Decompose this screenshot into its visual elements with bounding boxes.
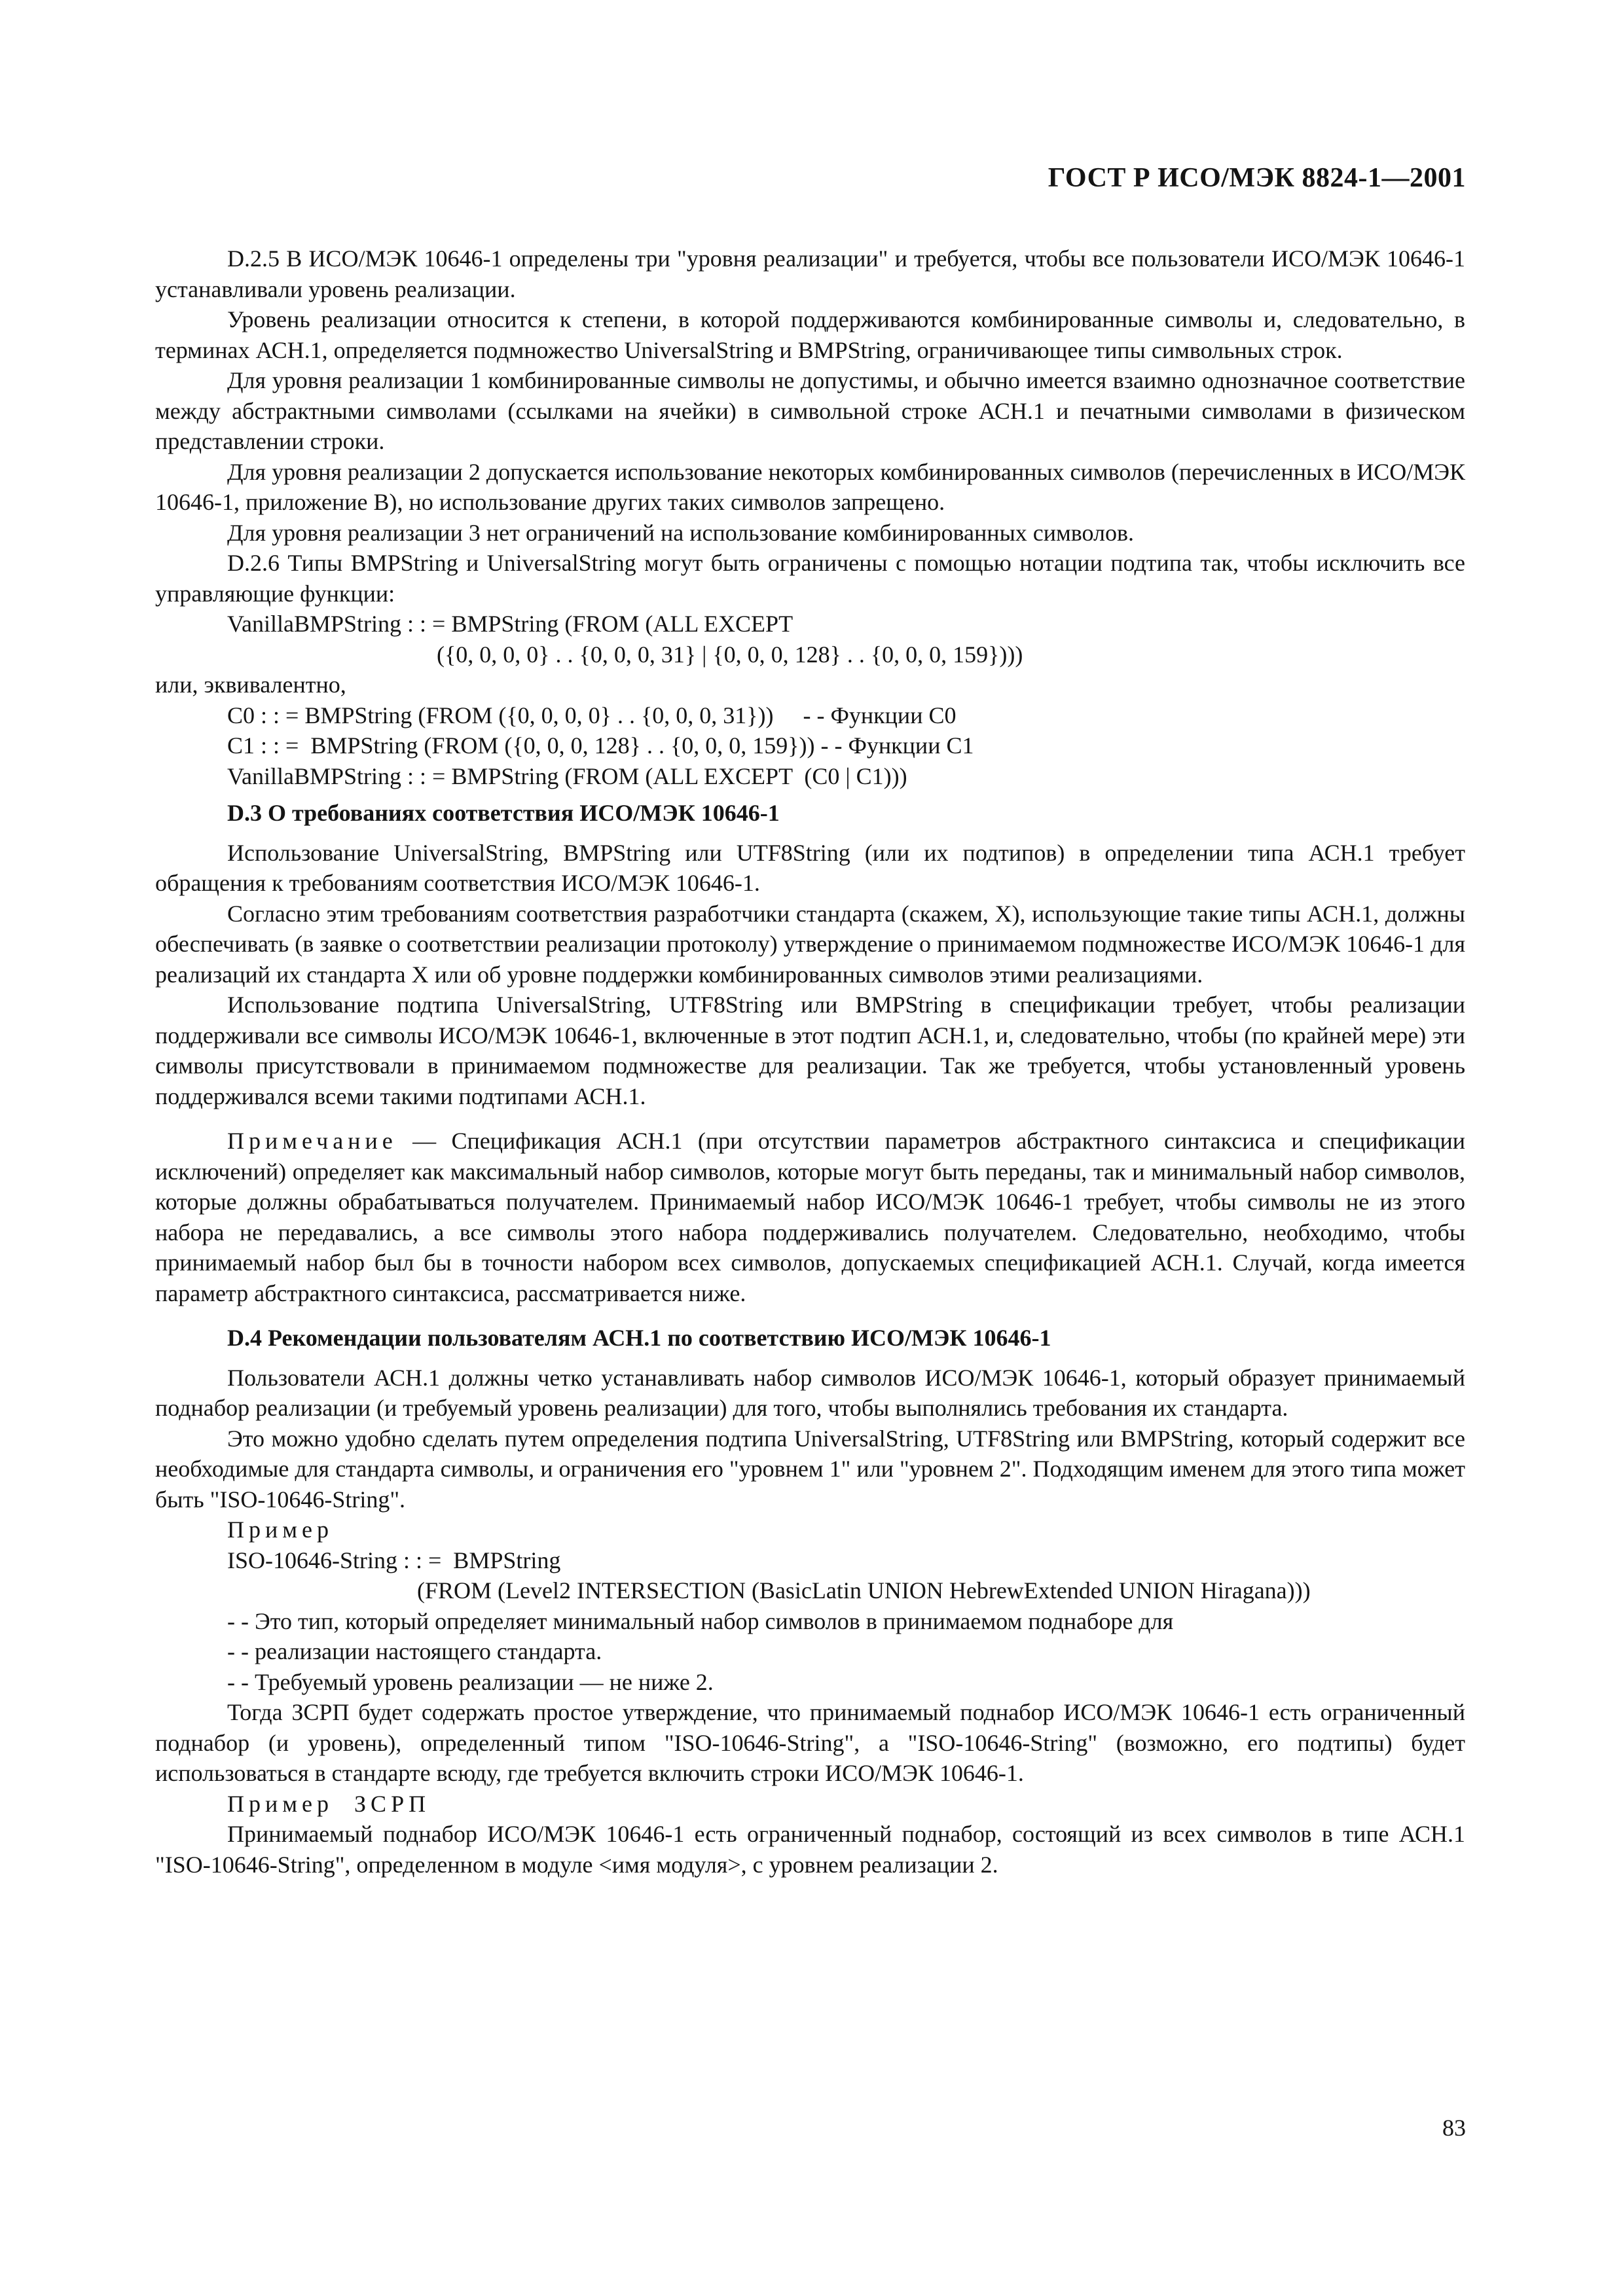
note-text: — Спецификация АСН.1 (при отсутствии параметров абстрактного синтаксиса и спецификации исключений) определяет как максимальный набор символов, которые могут быть переданы, так и минимальный набор символов, которые должны обрабатываться получателем. Принимаемый набор ИСО/МЭК 10646-1 требует, чтобы символы не из этого набора не передавались, а все символы этого набора поддерживались получателем. Следовательно, необходимо, чтобы принимаемый набор был бы в точности набором всех символов, допускаемых спецификацией АСН.1. Случай, когда имеется параметр абстрактного синтаксиса, рассматривается ниже.: [155, 1128, 1465, 1306]
code-line: (FROM (Level2 INTERSECTION (BasicLatin UNION HebrewExtended UNION Hiragana))): [417, 1577, 1311, 1604]
code-line: VanillaBMPString : : = BMPString (FROM (ALL EXCEPT (C0 | C1))): [227, 762, 907, 789]
paragraph-d4-users: Пользователи АСН.1 должны четко устанавливать набор символов ИСО/МЭК 10646-1, который образует принимаемый поднабор реализации (и требуемый уровень реализации) для того, чтобы выполнялись требования их стандарта.: [155, 1364, 1465, 1421]
example-label: Пример: [227, 1516, 334, 1543]
paragraph-implementation-level: Уровень реализации относится к степени, в которой поддерживаются комбинированные символы и, следовательно, в терминах АСН.1, определяется подмножество UniversalString и BMPString, ограничивающее типы символьных строк.: [155, 306, 1465, 363]
paragraph-level-2: Для уровня реализации 2 допускается использование некоторых комбинированных символов (перечисленных в ИСО/МЭК 10646-1, приложение В), но использование других таких символов запрещено.: [155, 458, 1465, 515]
code-line: VanillaBMPString : : = BMPString (FROM (ALL EXCEPT: [227, 611, 793, 637]
paragraph-level-1: Для уровня реализации 1 комбинированные символы не допустимы, и обычно имеется взаимно однозначное соответствие между абстрактными символами (ссылками на ячейки) в символьной строке АСН.1 и печатными символами в физическом представлении строки.: [155, 367, 1465, 454]
paragraph-d4-pics-example: Принимаемый поднабор ИСО/МЭК 10646-1 есть ограниченный поднабор, состоящий из всех символов в типе АСН.1 "ISO-10646-String", определенном в модуле <имя модуля>, с уровнем реализации 2.: [155, 1821, 1465, 1878]
paragraph-d3-developers: Согласно этим требованиям соответствия разработчики стандарта (скажем, X), использующие такие типы АСН.1, должны обеспечивать (в заявке о соответствии реализации протоколу) утверждение о принимаемом подмножестве ИСО/МЭК 10646-1 для реализаций их стандарта X или об уровне поддержки комбинированных символов этими реализациями.: [155, 900, 1465, 988]
document-body: [155, 243, 1465, 1880]
section-heading-d4: D.4 Рекомендации пользователям АСН.1 по соответствию ИСО/МЭК 10646-1: [227, 1325, 1051, 1351]
code-comment-line: - - реализации настоящего стандарта.: [227, 1638, 602, 1664]
document-header: ГОСТ Р ИСО/МЭК 8824-1—2001: [1048, 163, 1466, 193]
paragraph-d4-pics: Тогда ЗСРП будет содержать простое утверждение, что принимаемый поднабор ИСО/МЭК 10646-1 есть ограниченный поднабор (и уровень), определенный типом "ISO-10646-String", а "ISO-10646-String" (возможно, его подтипы) будет использоваться в стандарте всюду, где требуется включить строки ИСО/МЭК 10646-1.: [155, 1699, 1465, 1786]
text-or-equivalently: или, эквивалентно,: [155, 672, 346, 698]
paragraph-d3-usage: Использование UniversalString, BMPString или UTF8String (или их подтипов) в определении типа АСН.1 требует обращения к требованиям соответствия ИСО/МЭК 10646-1.: [155, 839, 1465, 896]
example-pics-label: Пример ЗСРП: [227, 1790, 431, 1817]
paragraph-d26: D.2.6 Типы BMPString и UniversalString могут быть ограничены с помощью нотации подтипа так, чтобы исключить все управляющие функции:: [155, 550, 1465, 607]
note-label: Примечание: [227, 1128, 397, 1154]
paragraph-d4-subtype: Это можно удобно сделать путем определения подтипа UniversalString, UTF8String или BMPString, который содержит все необходимые для стандарта символы, и ограничения его "уровнем 1" или "уровнем 2". Подходящим именем для этого типа может быть "ISO-10646-String".: [155, 1425, 1465, 1513]
page-number: 83: [1442, 2115, 1466, 2141]
paragraph-d25: D.2.5 В ИСО/МЭК 10646-1 определены три "уровня реализации" и требуется, чтобы все пользователи ИСО/МЭК 10646-1 устанавливали уровень реализации.: [155, 245, 1465, 302]
code-comment-line: - - Требуемый уровень реализации — не ниже 2.: [227, 1668, 714, 1695]
code-comment-line: - - Это тип, который определяет минимальный набор символов в принимаемом поднаборе для: [227, 1607, 1174, 1634]
code-line: C1 : : = BMPString (FROM ({0, 0, 0, 128} . . {0, 0, 0, 159})) - - Функции C1: [227, 732, 974, 759]
code-line: C0 : : = BMPString (FROM ({0, 0, 0, 0} . . {0, 0, 0, 31})) - - Функции C0: [227, 702, 957, 728]
paragraph-d3-subtype: Использование подтипа UniversalString, UTF8String или BMPString в спецификации требует, чтобы реализации поддерживали все символы ИСО/МЭК 10646-1, включенные в этот подтип АСН.1, и, следовательно, чтобы (по крайней мере) эти символы присутствовали в принимаемом подмножестве для реализации. Так же требуется, чтобы установленный уровень поддерживался всеми такими подтипами АСН.1.: [155, 992, 1465, 1109]
paragraph-level-3: Для уровня реализации 3 нет ограничений на использование комбинированных символов.: [227, 519, 1135, 546]
section-heading-d3: D.3 О требованиях соответствия ИСО/МЭК 10646-1: [227, 800, 780, 826]
code-line: ({0, 0, 0, 0} . . {0, 0, 0, 31} | {0, 0, 0, 128} . . {0, 0, 0, 159}))): [437, 641, 1023, 668]
code-line: ISO-10646-String : : = BMPString: [227, 1547, 561, 1573]
note-paragraph: [155, 1126, 1465, 1308]
